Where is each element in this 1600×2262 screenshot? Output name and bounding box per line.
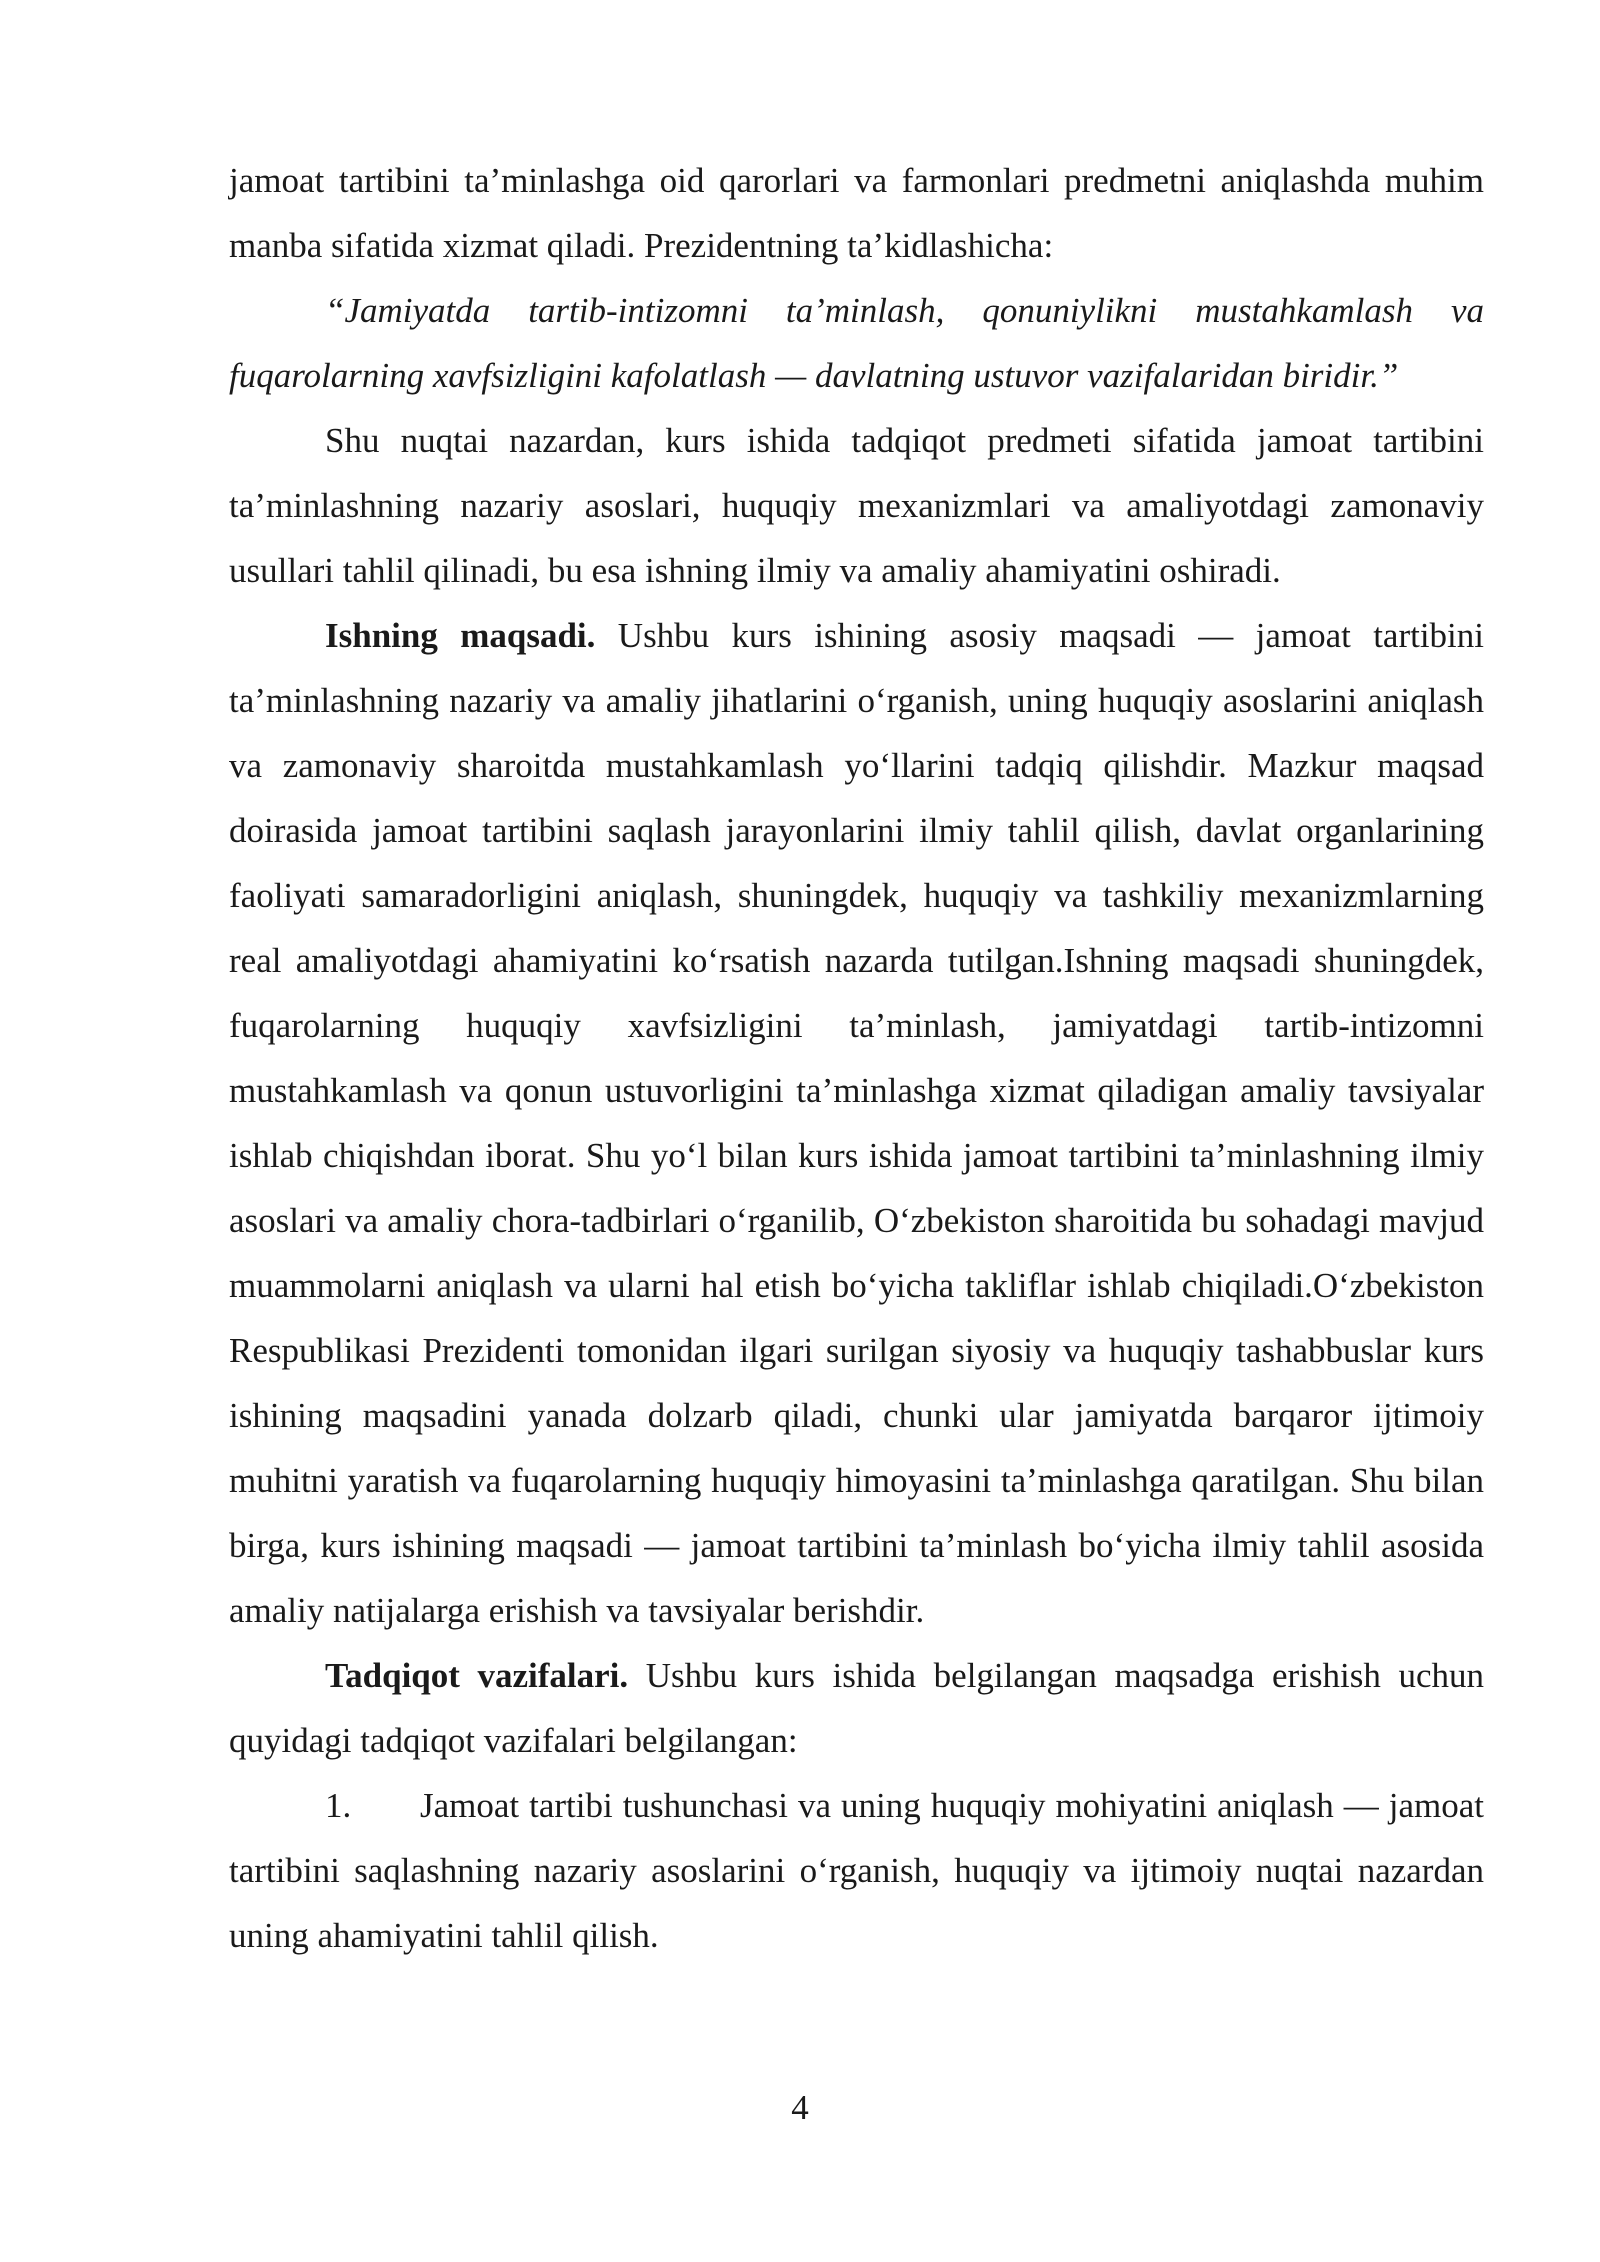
list-item-text: Jamoat tartibi tushunchasi va uning huquqiy mohiyatini aniqlash — jamoat tartibini saqlashning nazariy asoslarini o‘rganish, huquqiy va ijtimoiy nuqtai nazardan uning ahamiyatini tahlil qilish.	[229, 1786, 1484, 1955]
tasks-heading: Tadqiqot vazifalari.	[325, 1656, 629, 1695]
goal-heading: Ishning maqsadi.	[325, 616, 596, 655]
paragraph-subject: Shu nuqtai nazardan, kurs ishida tadqiqot predmeti sifatida jamoat tartibini ta’minlashning nazariy asoslari, huquqiy mexanizmlari va amaliyotdagi zamonaviy usullari tahlil qilinadi, bu esa ishning ilmiy va amaliy ahamiyatini oshiradi.	[229, 421, 1484, 590]
list-item-number: 1.	[325, 1786, 352, 1825]
list-item	[229, 1773, 1484, 1968]
goal-text: Ushbu kurs ishining asosiy maqsadi — jamoat tartibini ta’minlashning nazariy va amaliy jihatlarini o‘rganish, uning huquqiy asoslarini aniqlash va zamonaviy sharoitda mustahkamlash yo‘llarini tadqiq qilishdir. Mazkur maqsad doirasida jamoat tartibini saqlash jarayonlarini ilmiy tahlil qilish, davlat organlarining faoliyati samaradorligini aniqlash, shuningdek, huquqiy va tashkiliy mexanizmlarning real amaliyotdagi ahamiyatini ko‘rsatish nazarda tutilgan.Ishning maqsadi shuningdek, fuqarolarning huquqiy xavfsizligini ta’minlash, jamiyatdagi tartib-intizomni mustahkamlash va qonun ustuvorligini ta’minlashga xizmat qiladigan amaliy tavsiyalar ishlab chiqishdan iborat. Shu yo‘l bilan kurs ishida jamoat tartibini ta’minlashning ilmiy asoslari va amaliy chora-tadbirlari o‘rganilib, O‘zbekiston sharoitida bu sohadagi mavjud muammolarni aniqlash va ularni hal etish bo‘yicha takliflar ishlab chiqiladi.O‘zbekiston Respublikasi Prezidenti tomonidan ilgari surilgan siyosiy va huquqiy tashabbuslar kurs ishining maqsadini yanada dolzarb qiladi, chunki ular jamiyatda barqaror ijtimoiy muhitni yaratish va fuqarolarning huquqiy himoyasini ta’minlashga qaratilgan. Shu bilan birga, kurs ishining maqsadi — jamoat tartibini ta’minlash bo‘yicha ilmiy tahlil asosida amaliy natijalarga erishish va tavsiyalar berishdir.	[229, 616, 1485, 1630]
tasks-text: Ushbu kurs ishida belgilangan maqsadga erishish uchun quyidagi tadqiqot vazifalari belgilangan:	[229, 1656, 1484, 1760]
paragraph-goal	[229, 603, 1484, 1643]
paragraph-intro: jamoat tartibini ta’minlashga oid qarorlari va farmonlari predmetni aniqlashda muhim manba sifatida xizmat qiladi. Prezidentning ta’kidlashicha:	[229, 161, 1484, 265]
page-number: 4	[791, 2088, 809, 2127]
president-quote: “Jamiyatda tartib-intizomni ta’minlash, qonuniylikni mustahkamlash va fuqarolarning xavfsizligini kafolatlash — davlatning ustuvor vazifalaridan biridir.”	[229, 291, 1484, 395]
paragraph-tasks	[229, 1643, 1484, 1773]
page-body	[229, 148, 1484, 1968]
